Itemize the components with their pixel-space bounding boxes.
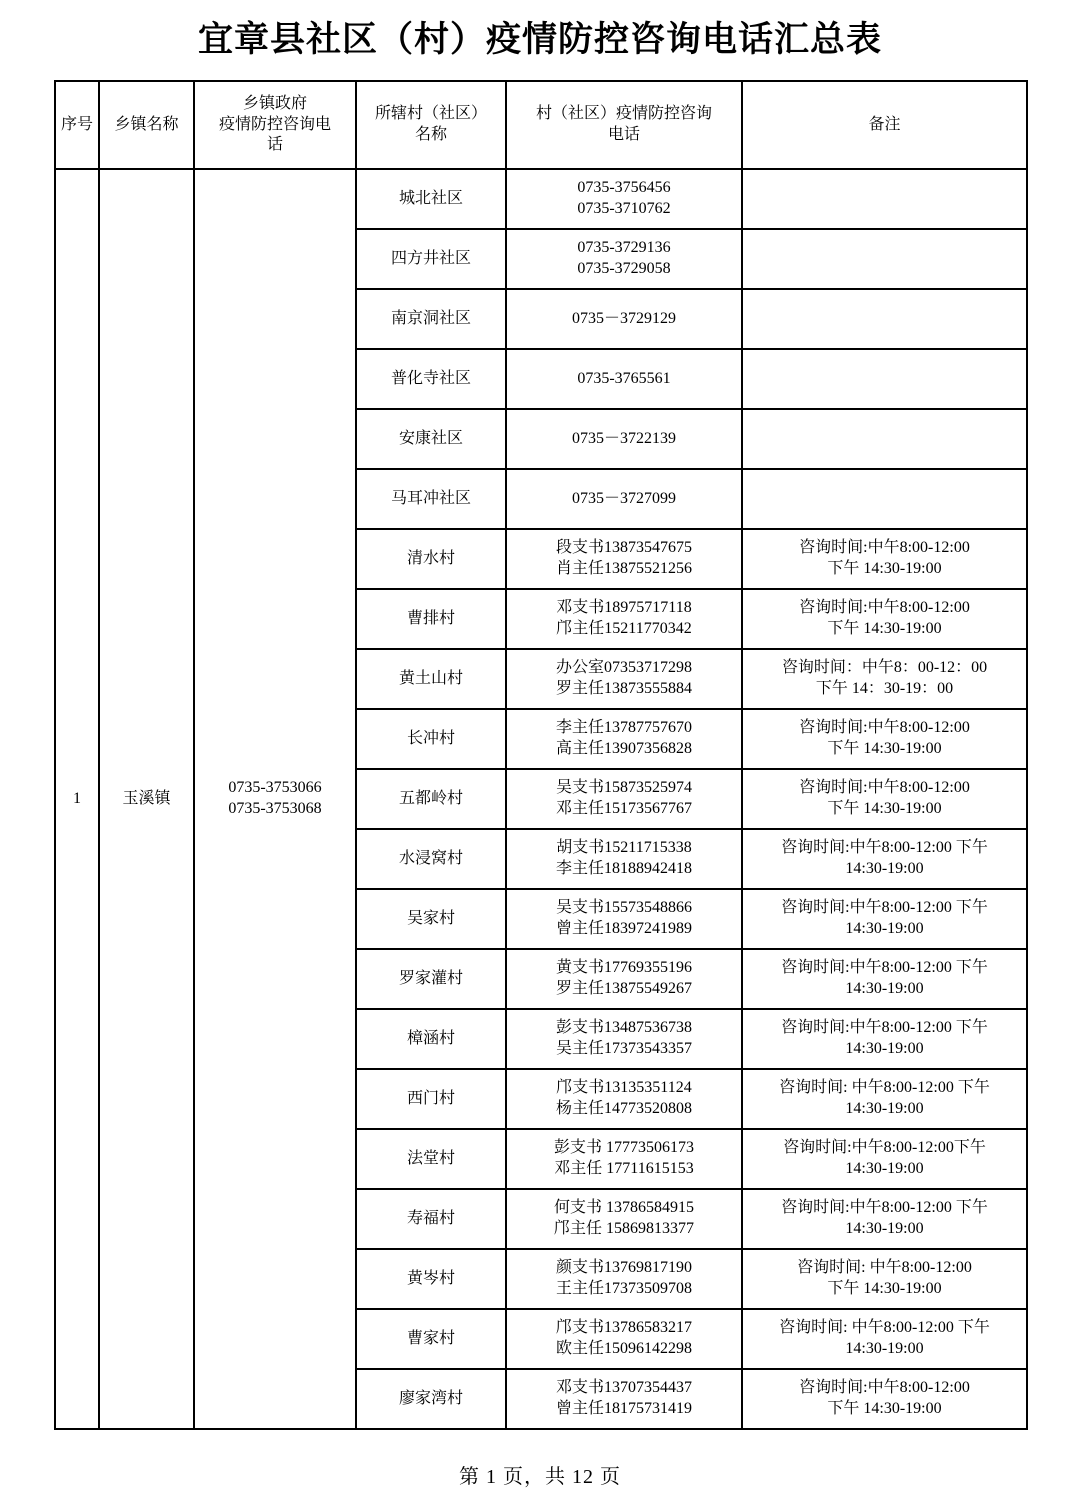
village-name: 罗家灌村 — [356, 949, 506, 1009]
village-phone-line2: 曾主任18397241989 — [555, 919, 692, 937]
village-phone: 0735－3729129 — [506, 289, 742, 349]
page-footer: 第 1 页，共 12 页 — [459, 1465, 621, 1488]
village-name: 长冲村 — [356, 709, 506, 769]
village-phone-line1: 李主任13787757670 — [555, 719, 692, 737]
village-phone — [506, 709, 742, 769]
header-village-name-line2: 名称 — [414, 125, 447, 143]
village-name: 安康社区 — [356, 409, 506, 469]
village-phone-line2: 罗主任13875549267 — [555, 979, 692, 997]
village-phone-line1: 彭支书13487536738 — [555, 1019, 692, 1037]
village-phone-line1: 段支书13873547675 — [555, 539, 692, 557]
header-town-phone — [194, 81, 356, 169]
village-phone-line1: 0735-3756456 — [577, 179, 671, 197]
village-phone-line2: 杨主任14773520808 — [555, 1099, 692, 1117]
table-container — [54, 80, 1026, 1430]
table-header — [55, 81, 1027, 169]
village-phone-line1: 邝支书13135351124 — [556, 1079, 692, 1097]
note-line2: 下午 14:30-19:00 — [827, 619, 942, 637]
village-phone — [506, 1009, 742, 1069]
header-town-phone-line3: 话 — [266, 135, 283, 153]
town-name: 玉溪镇 — [99, 169, 194, 1429]
header-town-phone-line1: 乡镇政府 — [242, 95, 307, 113]
village-name: 城北社区 — [356, 169, 506, 229]
village-name: 西门村 — [356, 1069, 506, 1129]
village-phone-line2: 曾主任18175731419 — [555, 1399, 692, 1417]
village-phone-line1: 吴支书15573548866 — [555, 899, 692, 917]
note-line1: 咨询时间:中午8:00-12:00 下午 — [781, 959, 988, 977]
village-name: 曹家村 — [356, 1309, 506, 1369]
note — [742, 649, 1027, 709]
village-phone-line2: 王主任17373509708 — [555, 1279, 692, 1297]
note-line1: 咨询时间: 中午8:00-12:00 下午 — [779, 1319, 990, 1337]
header-village-phone-line1: 村（社区）疫情防控咨询 — [535, 105, 712, 123]
village-name: 黄土山村 — [356, 649, 506, 709]
village-name: 曹排村 — [356, 589, 506, 649]
village-name: 廖家湾村 — [356, 1369, 506, 1429]
header-village-name — [356, 81, 506, 169]
note — [742, 169, 1027, 229]
note — [742, 349, 1027, 409]
village-phone-line2: 0735-3710762 — [577, 199, 671, 217]
note — [742, 529, 1027, 589]
header-town-phone-line2: 疫情防控咨询电 — [218, 115, 331, 133]
note — [742, 709, 1027, 769]
note-line2: 14:30-19:00 — [845, 859, 924, 877]
village-phone — [506, 169, 742, 229]
village-phone-line1: 0735-3729136 — [577, 239, 671, 257]
village-name: 四方井社区 — [356, 229, 506, 289]
village-name: 马耳冲社区 — [356, 469, 506, 529]
page-title: 宜章县社区（村）疫情防控咨询电话汇总表 — [197, 20, 882, 59]
header-index: 序号 — [55, 81, 99, 169]
note-line1: 咨询时间: 中午8:00-12:00 下午 — [779, 1079, 990, 1097]
village-phone-line2: 邓主任 17711615153 — [554, 1159, 694, 1177]
village-name: 南京洞社区 — [356, 289, 506, 349]
village-phone — [506, 1369, 742, 1429]
village-phone-line2: 罗主任13873555884 — [555, 679, 692, 697]
village-phone-line1: 邓支书13707354437 — [555, 1379, 692, 1397]
village-phone — [506, 1189, 742, 1249]
note-line2: 下午 14:30-19:00 — [827, 739, 942, 757]
village-phone — [506, 1249, 742, 1309]
village-phone-line1: 邓支书18975717118 — [556, 599, 692, 617]
note-line2: 14:30-19:00 — [845, 1099, 924, 1117]
note — [742, 889, 1027, 949]
note-line1: 咨询时间:中午8:00-12:00 — [799, 539, 970, 557]
village-phone-line1: 何支书 13786584915 — [553, 1199, 694, 1217]
header-village-name-line1: 所辖村（社区） — [374, 105, 487, 123]
note-line2: 14:30-19:00 — [845, 1159, 924, 1177]
village-phone-line1: 颜支书13769817190 — [555, 1259, 692, 1277]
village-phone — [506, 1069, 742, 1129]
note — [742, 1189, 1027, 1249]
village-name: 吴家村 — [356, 889, 506, 949]
note — [742, 409, 1027, 469]
note-line1: 咨询时间:中午8:00-12:00下午 — [783, 1139, 986, 1157]
village-phone-line1: 彭支书 17773506173 — [553, 1139, 694, 1157]
town-phone — [194, 169, 356, 1429]
village-phone-line2: 邝主任15211770342 — [556, 619, 692, 637]
village-phone: 0735-3765561 — [506, 349, 742, 409]
note-line1: 咨询时间：中午8：00-12：00 — [781, 659, 988, 677]
note — [742, 829, 1027, 889]
town-phone-line2: 0735-3753068 — [228, 799, 322, 817]
note-line1: 咨询时间:中午8:00-12:00 — [799, 599, 970, 617]
town-phone-line1: 0735-3753066 — [228, 779, 322, 797]
village-name: 清水村 — [356, 529, 506, 589]
header-village-phone — [506, 81, 742, 169]
village-phone — [506, 229, 742, 289]
note-line2: 14:30-19:00 — [845, 1339, 924, 1357]
note — [742, 289, 1027, 349]
village-phone — [506, 649, 742, 709]
village-phone-line2: 高主任13907356828 — [555, 739, 692, 757]
village-phone — [506, 949, 742, 1009]
note — [742, 589, 1027, 649]
note — [742, 1249, 1027, 1309]
row-index: 1 — [55, 169, 99, 1429]
note — [742, 1069, 1027, 1129]
village-phone-line2: 吴主任17373543357 — [555, 1039, 692, 1057]
note — [742, 1009, 1027, 1069]
village-phone-line2: 0735-3729058 — [577, 259, 671, 277]
note — [742, 1129, 1027, 1189]
header-note: 备注 — [742, 81, 1027, 169]
village-phone-line1: 胡支书15211715338 — [556, 839, 692, 857]
village-phone — [506, 589, 742, 649]
note — [742, 469, 1027, 529]
note — [742, 1309, 1027, 1369]
village-phone-line2: 李主任18188942418 — [555, 859, 692, 877]
village-phone-line2: 欧主任15096142298 — [555, 1339, 692, 1357]
note-line2: 下午 14:30-19:00 — [827, 799, 942, 817]
village-phone — [506, 1129, 742, 1189]
note-line2: 14:30-19:00 — [845, 979, 924, 997]
note-line1: 咨询时间: 中午8:00-12:00 — [797, 1259, 972, 1277]
village-phone-line2: 肖主任13875521256 — [555, 559, 692, 577]
village-phone — [506, 1309, 742, 1369]
village-name: 五都岭村 — [356, 769, 506, 829]
note-line2: 下午 14:30-19:00 — [827, 1279, 942, 1297]
village-phone — [506, 769, 742, 829]
village-phone-line1: 黄支书17769355196 — [555, 959, 692, 977]
note-line2: 14:30-19:00 — [845, 1039, 924, 1057]
village-name: 普化寺社区 — [356, 349, 506, 409]
note-line2: 下午 14：30-19：00 — [815, 679, 954, 697]
table-body — [55, 169, 1027, 1429]
note — [742, 1369, 1027, 1429]
village-name: 寿福村 — [356, 1189, 506, 1249]
village-name: 水浸窝村 — [356, 829, 506, 889]
header-town-name: 乡镇名称 — [99, 81, 194, 169]
note-line1: 咨询时间:中午8:00-12:00 下午 — [781, 1019, 988, 1037]
header-village-phone-line2: 电话 — [607, 125, 640, 143]
village-phone-line1: 办公室07353717298 — [555, 659, 692, 677]
contact-directory-table — [54, 80, 1028, 1430]
village-phone — [506, 829, 742, 889]
village-phone — [506, 889, 742, 949]
village-phone — [506, 529, 742, 589]
header-row — [55, 81, 1027, 169]
note-line2: 下午 14:30-19:00 — [827, 559, 942, 577]
note-line1: 咨询时间:中午8:00-12:00 — [799, 1379, 970, 1397]
note — [742, 229, 1027, 289]
note-line1: 咨询时间:中午8:00-12:00 — [799, 719, 970, 737]
village-phone: 0735－3727099 — [506, 469, 742, 529]
village-phone-line2: 邝主任 15869813377 — [553, 1219, 694, 1237]
village-phone-line1: 邝支书13786583217 — [555, 1319, 692, 1337]
note-line2: 14:30-19:00 — [845, 919, 924, 937]
note-line1: 咨询时间:中午8:00-12:00 — [799, 779, 970, 797]
village-name: 法堂村 — [356, 1129, 506, 1189]
note-line2: 14:30-19:00 — [845, 1219, 924, 1237]
village-name: 黄岑村 — [356, 1249, 506, 1309]
note — [742, 769, 1027, 829]
note-line1: 咨询时间:中午8:00-12:00 下午 — [781, 1199, 988, 1217]
village-phone-line1: 吴支书15873525974 — [555, 779, 692, 797]
note-line1: 咨询时间:中午8:00-12:00 下午 — [781, 839, 988, 857]
table-row — [55, 169, 1027, 229]
note — [742, 949, 1027, 1009]
note-line2: 下午 14:30-19:00 — [827, 1399, 942, 1417]
village-phone: 0735－3722139 — [506, 409, 742, 469]
village-name: 樟涵村 — [356, 1009, 506, 1069]
note-line1: 咨询时间:中午8:00-12:00 下午 — [781, 899, 988, 917]
village-phone-line2: 邓主任15173567767 — [555, 799, 692, 817]
